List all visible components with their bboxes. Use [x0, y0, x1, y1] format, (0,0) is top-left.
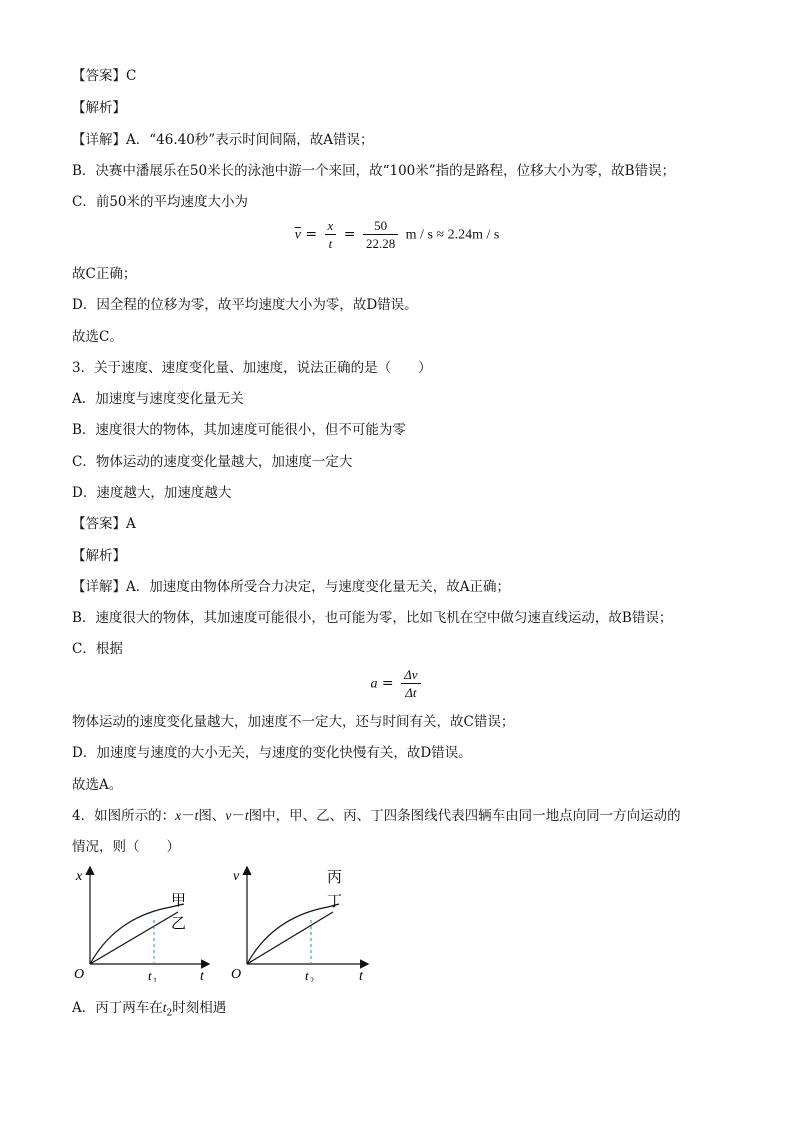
xt-origin-label: O [74, 967, 85, 982]
question-stem-q4 [72, 806, 681, 826]
vt-tick-t2: t [305, 968, 309, 982]
detail-line-a-q3: 【详解】A．加速度由物体所受合力决定，与速度变化量无关，故A正确； [72, 579, 510, 595]
stem-t2: t [244, 808, 249, 823]
stem-x: x [175, 808, 182, 823]
option-a-q4 [72, 998, 226, 1024]
option-d-q3: D．速度越大，加速度越大 [72, 485, 232, 501]
formula-eq1: = [305, 226, 318, 243]
xt-graph [66, 862, 216, 982]
detail-line-c-ok-q2: 故C正确； [72, 266, 137, 282]
formula-average-velocity [0, 217, 794, 252]
detail-line-a-q2: 【详解】A．“46.40秒”表示时间间隔，故A错误； [72, 132, 374, 148]
option-a-suffix: 时刻相遇 [172, 1000, 227, 1016]
vt-tick-t2-sub: 2 [310, 976, 314, 982]
xt-y-label: x [76, 869, 83, 884]
choose-line-q3: 故选A。 [72, 777, 123, 793]
stem-t1: t [194, 808, 199, 823]
detail-line-c-q3: C．根据 [72, 641, 123, 657]
option-a-t: t [162, 1000, 167, 1015]
stem-prefix: 4．如图所示的： [72, 808, 176, 824]
answer-label-q3: 【答案】A [72, 516, 136, 532]
xt-x-label: t [200, 969, 204, 982]
vt-label-ding: 丁 [327, 892, 343, 910]
stem-v: v [225, 808, 232, 823]
formula-dt: Δt [405, 685, 417, 700]
option-a-t-sub: 2 [166, 1008, 173, 1019]
answer-label-q2: 【答案】C [72, 68, 137, 84]
formula-dv: Δv [401, 666, 420, 684]
question-stem-q3: 3．关于速度、速度变化量、加速度，说法正确的是（ ） [72, 360, 432, 376]
analysis-label-q3: 【解析】 [72, 548, 126, 564]
formula-x: x [325, 217, 337, 235]
detail-line-c2-q3: 物体运动的速度变化量越大，加速度不一定大，还与时间有关，故C错误； [72, 714, 515, 730]
option-c-q3: C．物体运动的速度变化量越大，加速度一定大 [72, 454, 353, 470]
vt-x-label: t [359, 969, 363, 982]
formula-fraction-dvdt [401, 666, 420, 701]
option-a-prefix: A．丙丁两车在 [72, 1000, 163, 1016]
xt-label-yi: 乙 [171, 914, 187, 932]
formula-unit: m / s ≈ 2.24m / s [405, 227, 500, 243]
formula-fraction-values [363, 217, 398, 252]
vt-y-label: v [233, 869, 240, 884]
stem-mid: 图、 [198, 808, 226, 824]
detail-line-b-q2: B．决赛中潘展乐在50米长的泳池中游一个来回，故“100米”指的是路程，位移大小为零，故B错误； [72, 163, 676, 179]
stem-dash1: － [181, 808, 195, 824]
xt-label-jia: 甲 [171, 891, 187, 909]
xt-tick-t1: t [148, 968, 152, 982]
formula-vbar: $\overline{v}$ [294, 227, 301, 243]
detail-line-d-q2: D．因全程的位移为零，故平均速度大小为零，故D错误。 [72, 297, 418, 313]
choose-line-q2: 故选C。 [72, 329, 123, 345]
xt-tick-t1-sub: 1 [153, 976, 157, 982]
vt-label-bing: 丙 [327, 868, 343, 886]
option-a-q3: A．加速度与速度变化量无关 [72, 391, 244, 407]
formula-eq2: = [343, 226, 356, 243]
stem-dash2: － [231, 808, 245, 824]
analysis-label-q2: 【解析】 [72, 100, 126, 116]
detail-line-d-q3: D．加速度与速度的大小无关，与速度的变化快慢有关，故D错误。 [72, 745, 472, 761]
formula-den: 22.28 [365, 236, 396, 251]
vt-origin-label: O [231, 967, 242, 982]
formula-fraction-xt [325, 217, 337, 252]
stem-rest: 图中，甲、乙、丙、丁四条图线代表四辆车由同一地点向同一方向运动的 [248, 808, 681, 824]
vt-graph [223, 862, 373, 982]
formula-eq: = [381, 675, 394, 692]
formula-num: 50 [363, 217, 398, 235]
question-stem-line2-q4: 情况，则（ ） [72, 839, 180, 855]
option-b-q3: B．速度很大的物体，其加速度可能很小，但不可能为零 [72, 422, 406, 438]
detail-line-b-q3: B．速度很大的物体，其加速度可能很小，也可能为零，比如飞机在空中做匀速直线运动，故B错误； [72, 610, 673, 626]
detail-line-c-q2: C．前50米的平均速度大小为 [72, 194, 249, 210]
formula-t: t [328, 236, 333, 251]
formula-acceleration [0, 666, 794, 701]
formula-a: a [370, 676, 378, 692]
